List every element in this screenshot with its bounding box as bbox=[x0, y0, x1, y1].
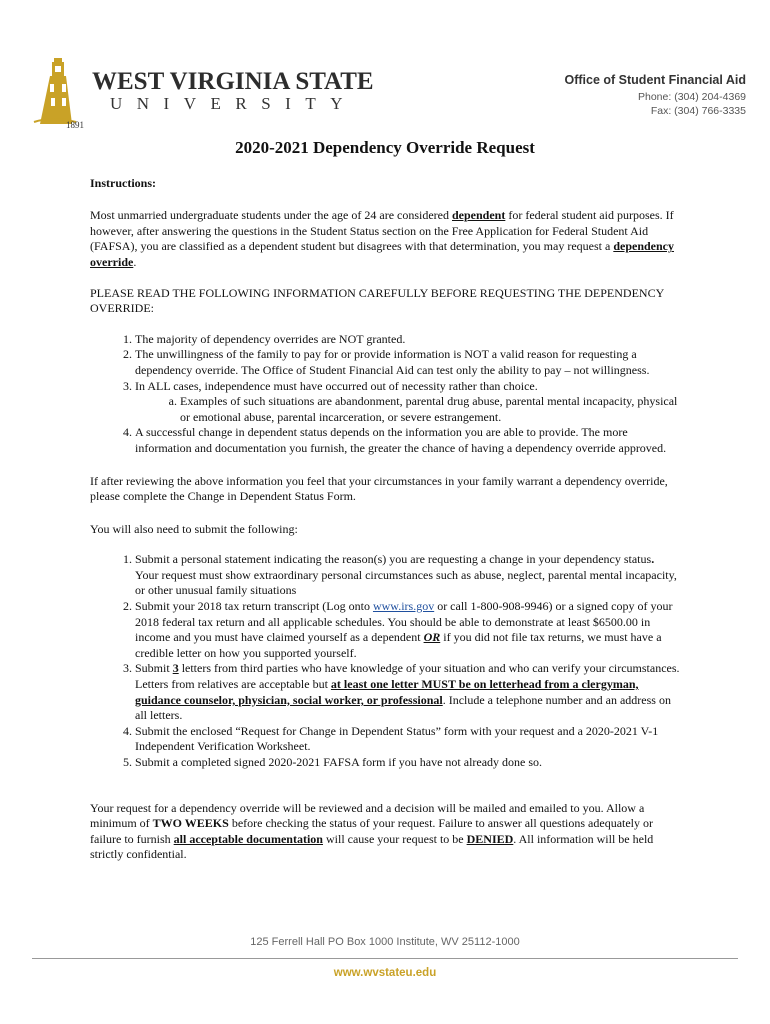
list-item: 1. Submit a personal statement indicating the reason(s) you are requesting a change in your dependency status. Your request must show extraordinary personal circumstances such as abuse, neglect, parental mental incapacity, or other unusual family situations bbox=[135, 552, 680, 599]
list-item: a. Examples of such situations are abandonment, parental drug abuse, parental mental incapacity, physical or emotional abuse, parental incarceration, or severe estrangement. bbox=[180, 394, 680, 425]
info-list bbox=[90, 332, 680, 457]
letterhead-requirement: at least one letter MUST be on letterhead from a clergyman, guidance counselor, physician, social worker, or professional bbox=[135, 677, 639, 707]
dependent-term: dependent bbox=[452, 208, 506, 223]
list-item: 4. A successful change in dependent status depends on the information you are able to provide. The more information and documentation you furnish, the greater the chance of having a dependency override approved. bbox=[135, 425, 680, 456]
footer-divider bbox=[32, 958, 738, 959]
university-logo bbox=[32, 56, 374, 136]
irs-link[interactable]: www.irs.gov bbox=[372, 599, 435, 614]
founded-year: 1891 bbox=[66, 120, 84, 130]
footer-address: 125 Ferrell Hall PO Box 1000 Institute, WV 25112-1000 bbox=[250, 936, 520, 948]
list-item: 2. The unwillingness of the family to pay for or provide information is NOT a valid reason for requesting a dependency override. The Office of Student Financial Aid can test only the ability to pay – not willingness. bbox=[135, 347, 680, 378]
sub-list bbox=[135, 394, 680, 425]
or-emphasis: OR bbox=[423, 630, 441, 645]
university-tower-logo-icon bbox=[32, 56, 92, 126]
closing-paragraph: Your request for a dependency override will be reviewed and a decision will be mailed and emailed to you. Allow a minimum of TWO WEEKS before checking the status of your request. Failure to answer all questions adequately or failure to furnish all acceptable documentation will cause your request to be DENIED. All information will be held strictly confidential. bbox=[90, 800, 654, 862]
list-item: 5. Submit a completed signed 2020-2021 FAFSA form if you have not already done so. bbox=[135, 755, 680, 771]
office-phone: Phone: (304) 204-4369 bbox=[638, 91, 746, 103]
intro-paragraph: Most unmarried undergraduate students under the age of 24 are considered dependent for federal student aid purposes. If however, after answering the questions in the Student Status section on the Free Application for Federal Student Aid (FAFSA), you are classified as a dependent student but disagrees with that determination, you may request a dependency override. bbox=[90, 208, 674, 269]
office-title: Office of Student Financial Aid bbox=[564, 73, 746, 87]
submit-intro: You will also need to submit the following: bbox=[90, 521, 298, 536]
instructions-label: Instructions: bbox=[90, 175, 157, 190]
after-review-paragraph: If after reviewing the above information you feel that your circumstances in your family warrant a dependency override, please complete the Change in Dependent Status Form. bbox=[90, 473, 668, 504]
override-term: dependency override bbox=[90, 239, 674, 269]
list-item: 1. The majority of dependency overrides are NOT granted. bbox=[135, 332, 680, 348]
office-fax: Fax: (304) 766-3335 bbox=[650, 105, 746, 117]
list-item: 4. Submit the enclosed “Request for Change in Dependent Status” form with your request and a 2020-2021 V-1 Independent Verification Worksheet. bbox=[135, 724, 680, 755]
page-title: 2020-2021 Dependency Override Request bbox=[235, 138, 535, 157]
university-name: WEST VIRGINIA STATE bbox=[92, 68, 374, 95]
footer-website-link[interactable]: www.wvstateu.edu bbox=[333, 967, 437, 979]
list-item: 3. In ALL cases, independence must have occurred out of necessity rather than choice. a. Examples of such situations are abandonment, parental drug abuse, parental mental incapacity, physical or emotional abuse, parental incarceration, or severe estrangement. bbox=[135, 379, 680, 426]
list-item: 3. Submit 3 letters from third parties who have knowledge of your situation and who can verify your circumstances. Letters from relatives are acceptable but at least one letter MUST be on letterhead from a clergyman, guidance counselor, physician, social worker, or professional. Include a telephone number and an address on all letters. bbox=[135, 661, 680, 723]
document-body bbox=[90, 140, 680, 863]
university-subtitle: UNIVERSITY bbox=[110, 94, 357, 113]
office-contact bbox=[565, 73, 747, 118]
submit-list bbox=[90, 552, 680, 770]
read-notice: PLEASE READ THE FOLLOWING INFORMATION CAREFULLY BEFORE REQUESTING THE DEPENDENCY OVERRIDE: bbox=[90, 285, 664, 316]
list-item: 2. Submit your 2018 tax return transcript (Log onto www.irs.gov or call 1-800-908-9946) or a signed copy of your 2018 federal tax return and all applicable schedules. You should be able to demonstrate at least $6500.00 in income and you must have claimed yourself as a dependent OR if you did not file tax returns, we must have a credible letter on how you supported yourself. bbox=[135, 599, 680, 661]
